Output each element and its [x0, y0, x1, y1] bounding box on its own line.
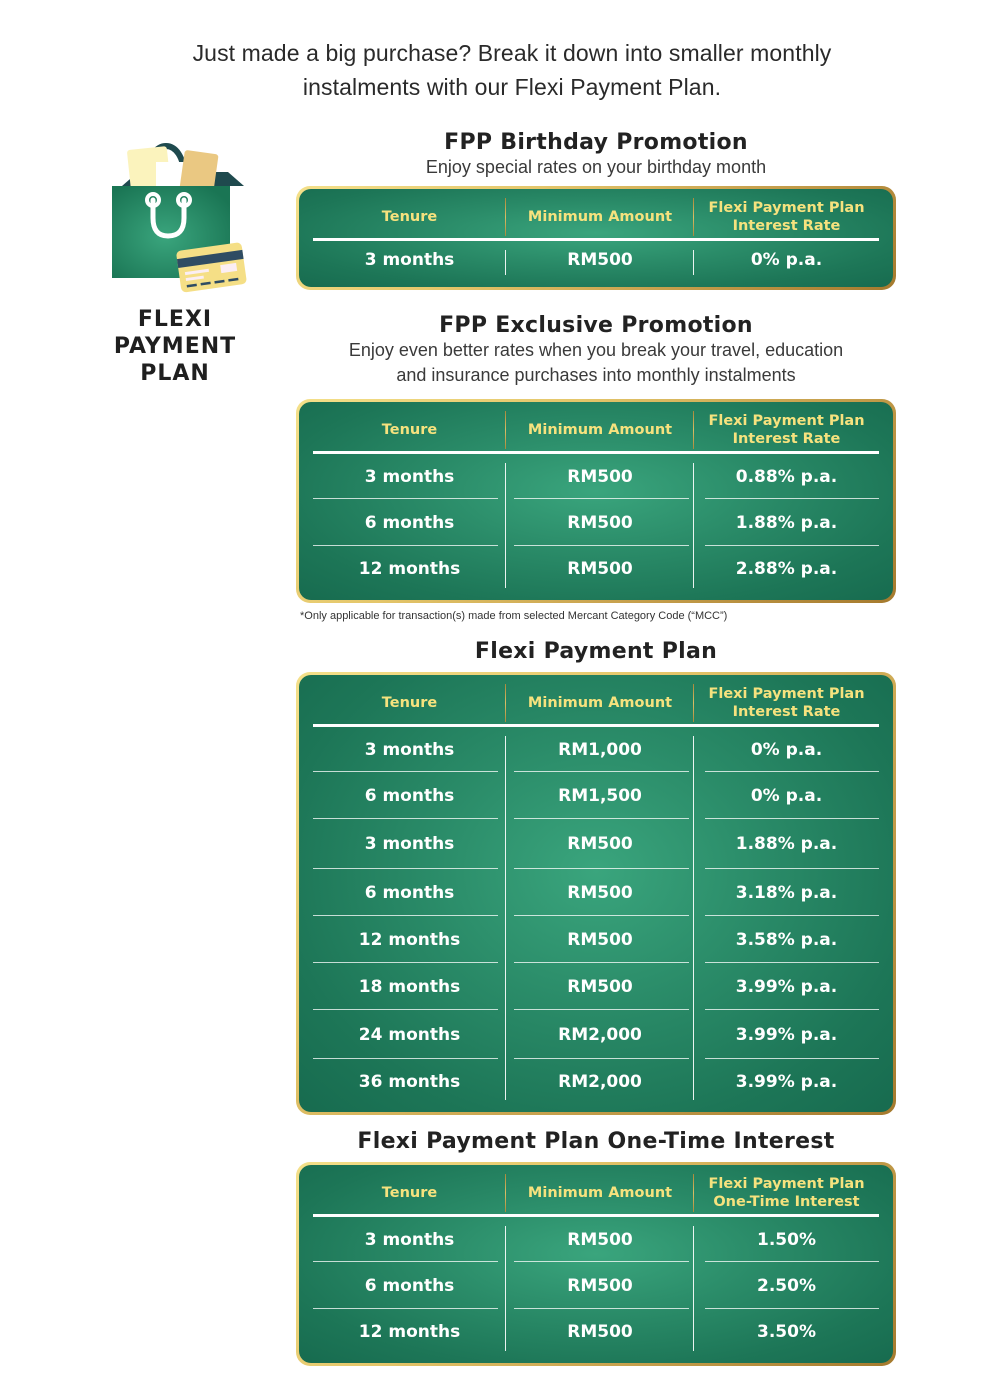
header-line: One-Time Interest [713, 1193, 860, 1210]
table-row [313, 727, 879, 772]
logo-title-line: PLAN [140, 361, 210, 386]
logo-title [100, 306, 250, 387]
rate-table [296, 399, 896, 603]
cell-min-amount: RM500 [506, 1262, 694, 1309]
rate-table [296, 1162, 896, 1366]
cell-rate: 3.99% p.a. [694, 963, 879, 1010]
section-one-time-interest [296, 1129, 896, 1366]
table-row [313, 869, 879, 916]
cell-min-amount: RM500 [506, 819, 694, 869]
table-row [313, 916, 879, 963]
cell-tenure: 6 months [313, 499, 506, 546]
cell-tenure: 6 months [313, 869, 506, 916]
cell-min-amount: RM500 [506, 869, 694, 916]
section-title: FPP Exclusive Promotion [439, 313, 753, 338]
cell-tenure: 24 months [313, 1010, 506, 1059]
table-header [313, 681, 879, 727]
header-tenure: Tenure [313, 198, 506, 236]
cell-rate: 0% p.a. [694, 772, 879, 819]
section-title: FPP Birthday Promotion [444, 130, 748, 155]
intro-line-2: instalments with our Flexi Payment Plan. [302, 74, 722, 100]
cell-min-amount: RM2,000 [506, 1010, 694, 1059]
cell-rate: 2.88% p.a. [735, 559, 838, 579]
cell-rate: 3.99% p.a. [735, 1071, 838, 1092]
cell-min-amount: RM1,500 [506, 772, 694, 819]
header-line: Interest Rate [732, 217, 841, 234]
table-row [313, 1262, 879, 1309]
footnote-mcc: *Only applicable for transaction(s) made from selected Mercant Category Code (“MCC”) [300, 610, 728, 622]
cell-tenure: 18 months [313, 963, 506, 1010]
table-header [313, 195, 879, 241]
table-row [313, 963, 879, 1010]
cell-rate: 3.50% [757, 1322, 816, 1342]
cell-tenure: 3 months [313, 819, 506, 869]
header-minimum-amount: Minimum Amount [506, 198, 694, 236]
header-tenure: Tenure [313, 684, 506, 722]
cell-tenure: 6 months [313, 1262, 506, 1309]
cell-rate: 0% p.a. [694, 727, 879, 772]
header-minimum-amount: Minimum Amount [506, 684, 694, 722]
table-row [313, 1217, 879, 1262]
table-row [313, 241, 879, 279]
cell-min-amount: RM500 [506, 499, 694, 546]
section-subtitle: Enjoy special rates on your birthday month [425, 157, 767, 177]
cell-min-amount: RM500 [506, 963, 694, 1010]
cell-rate: 3.58% p.a. [694, 916, 879, 963]
cell-rate: 1.50% [694, 1217, 879, 1262]
header-interest-rate [694, 198, 879, 236]
cell-rate: 1.88% p.a. [694, 499, 879, 546]
header-minimum-amount: Minimum Amount [506, 1174, 694, 1212]
table-row [313, 1059, 879, 1104]
cell-tenure: 3 months [313, 727, 506, 772]
table-row [313, 454, 879, 499]
cell-min-amount: RM1,000 [506, 727, 694, 772]
cell-tenure: 12 months [313, 916, 506, 963]
cell-min-amount: RM500 [506, 546, 694, 592]
cell-tenure: 3 months [313, 241, 506, 279]
section-subtitle: Enjoy even better rates when you break your travel, education [348, 340, 844, 360]
table-header [313, 408, 879, 454]
header-one-time-interest [694, 1174, 879, 1212]
table-row [313, 819, 879, 869]
intro-text [100, 36, 924, 104]
shopping-bag-with-card-icon [110, 134, 250, 294]
header-interest-rate [694, 411, 879, 449]
header-minimum-amount: Minimum Amount [506, 411, 694, 449]
logo-title-line: FLEXI [137, 307, 213, 332]
header-line: Interest Rate [732, 430, 841, 447]
cell-min-amount: RM500 [506, 241, 694, 279]
rate-table [296, 672, 896, 1115]
cell-min-amount: RM500 [506, 1217, 694, 1262]
cell-min-amount: RM500 [506, 916, 694, 963]
cell-rate: 1.88% p.a. [694, 819, 879, 869]
cell-tenure: 6 months [313, 772, 506, 819]
cell-min-amount: RM500 [506, 1309, 694, 1355]
cell-rate: 2.50% [694, 1262, 879, 1309]
header-tenure: Tenure [313, 411, 506, 449]
section-title: Flexi Payment Plan [474, 639, 718, 664]
cell-rate: 3.99% p.a. [694, 1010, 879, 1059]
cell-tenure: 12 months [313, 546, 506, 592]
cell-tenure: 3 months [313, 454, 506, 499]
header-tenure: Tenure [313, 1174, 506, 1212]
section-flexi-payment-plan [296, 639, 896, 1115]
table-row [313, 1010, 879, 1059]
section-subtitle: and insurance purchases into monthly instalments [396, 365, 796, 385]
header-line: Interest Rate [732, 703, 841, 720]
table-row [313, 546, 879, 592]
section-exclusive-promotion [296, 313, 896, 622]
rate-table [296, 186, 896, 290]
header-line: Flexi Payment Plan [708, 412, 865, 429]
cell-min-amount: RM500 [506, 454, 694, 499]
cell-tenure: 12 months [313, 1309, 506, 1355]
cell-min-amount: RM2,000 [506, 1059, 694, 1104]
table-header [313, 1171, 879, 1217]
cell-tenure: 36 months [313, 1059, 506, 1104]
cell-tenure: 3 months [313, 1217, 506, 1262]
logo-title-line: PAYMENT [113, 334, 237, 359]
section-birthday-promotion [296, 130, 896, 290]
header-line: Flexi Payment Plan [708, 1175, 865, 1192]
cell-rate: 3.18% p.a. [694, 869, 879, 916]
table-row [313, 499, 879, 546]
header-interest-rate [694, 684, 879, 722]
cell-rate: 0% p.a. [750, 250, 823, 270]
table-row [313, 772, 879, 819]
cell-rate: 0.88% p.a. [694, 454, 879, 499]
header-line: Flexi Payment Plan [708, 199, 865, 216]
section-title: Flexi Payment Plan One-Time Interest [357, 1129, 835, 1154]
header-line: Flexi Payment Plan [708, 685, 865, 702]
table-row [313, 1309, 879, 1355]
intro-line-1: Just made a big purchase? Break it down into smaller monthly [192, 40, 832, 66]
